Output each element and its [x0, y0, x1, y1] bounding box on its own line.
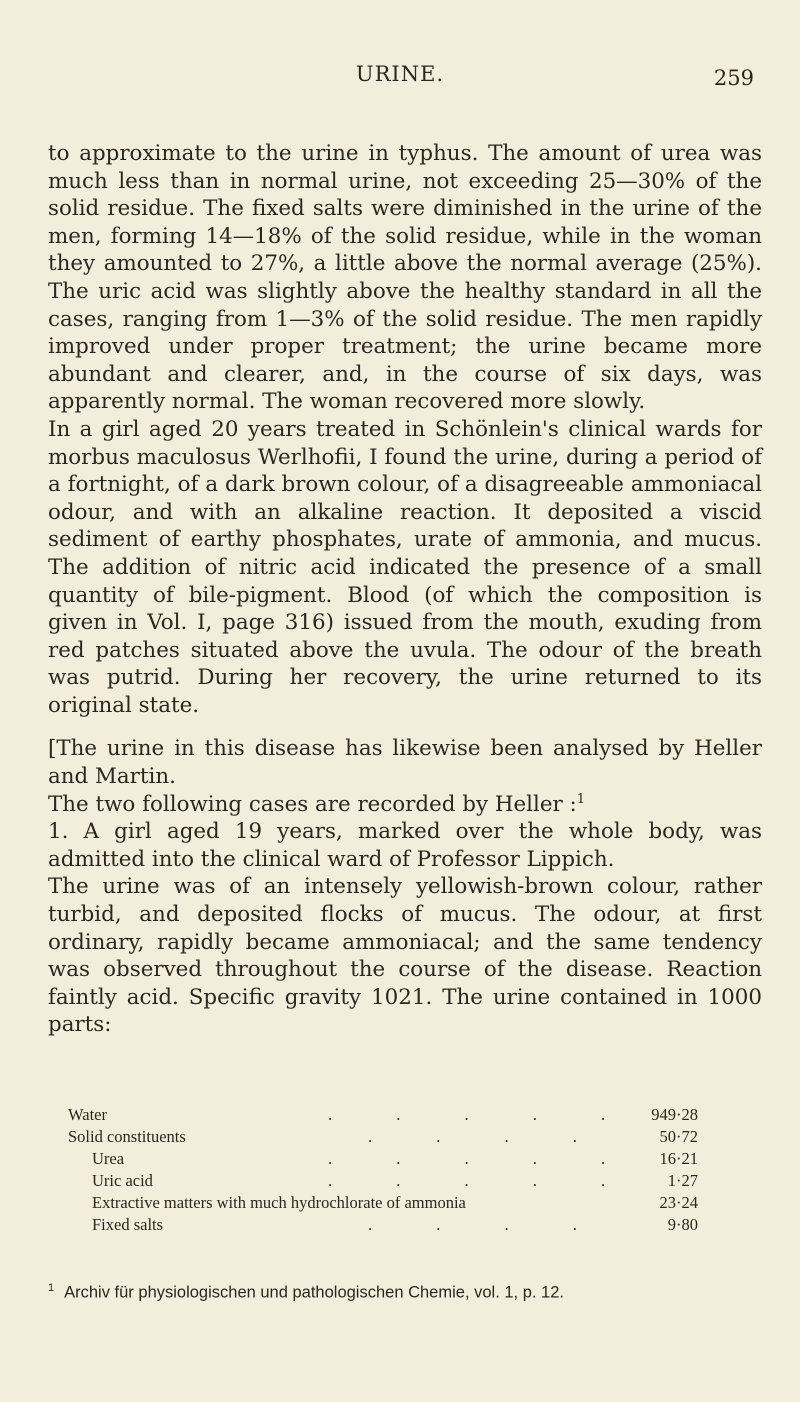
- row-label: Extractive matters with much hydrochlorate of ammonia: [92, 1193, 466, 1212]
- urine-composition-table: [68, 1104, 758, 1236]
- table-row: [68, 1126, 758, 1148]
- paragraph-heller-cases-text: The two following cases are recorded by Heller :: [48, 791, 577, 817]
- paragraph-case-one: 1. A girl aged 19 years, marked over the whole body, was admitted into the clinical ward of Professor Lippich.: [48, 819, 762, 872]
- table-row: [68, 1104, 758, 1126]
- row-label: Water: [68, 1105, 107, 1124]
- row-label: Solid constituents: [68, 1127, 186, 1146]
- row-value: 50·72: [659, 1127, 698, 1146]
- row-leader-dots: . . . . .: [328, 1149, 636, 1168]
- table-row: [68, 1148, 758, 1170]
- row-value: 949·28: [651, 1105, 698, 1124]
- row-leader-dots: . . . . .: [328, 1105, 636, 1124]
- footnote: [48, 1277, 762, 1304]
- paragraph-typhus-comparison: to approximate to the urine in typhus. The amount of urea was much less than in normal urine, not exceeding 25—30% of the solid residue. The fixed salts were diminished in the urine of the men, forming 14—18% of the solid residue, while in the woman they amounted to 27%, a little above the normal average (25%). The uric acid was slightly above the healthy standard in all the cases, ranging from 1—3% of the solid residue. The men rapidly improved under proper treatment; the urine became more abundant and clearer, and, in the course of six days, was apparently normal. The woman recovered more slowly.: [48, 141, 762, 415]
- row-leader-dots: . . . . .: [328, 1171, 636, 1190]
- footnote-reference: 1: [576, 791, 585, 807]
- paragraph-urine-description: The urine was of an intensely yellowish-brown colour, rather turbid, and deposited flocks of mucus. The odour, at first ordinary, rapidly became ammoniacal; and the same tendency was observed throughout the course of the disease. Reaction faintly acid. Specific gravity 1021. The urine contained in 1000 parts:: [48, 874, 762, 1038]
- row-label: Fixed salts: [92, 1215, 164, 1234]
- row-label: Urea: [92, 1149, 125, 1168]
- row-label: Uric acid: [92, 1171, 153, 1190]
- row-value: 9·80: [667, 1215, 698, 1234]
- table-row: [68, 1192, 758, 1214]
- row-leader-dots: . . . .: [368, 1127, 607, 1146]
- table-row: [68, 1170, 758, 1192]
- table-row: [68, 1214, 758, 1236]
- page-number: 259: [713, 66, 754, 90]
- paragraph-morbus-maculosus: In a girl aged 20 years treated in Schönlein's clinical wards for morbus maculosus Werlhofii, I found the urine, during a period of a fortnight, of a dark brown colour, of a disagreeable ammoniacal odour, and with an alkaline reaction. It deposited a viscid sediment of earthy phosphates, urate of ammonia, and mucus. The addition of nitric acid indicated the presence of a small quantity of bile-pigment. Blood (of which the composition is given in Vol. I, page 316) issued from the mouth, exuding from red patches situated above the uvula. The odour of the breath was putrid. During her recovery, the urine returned to its original state.: [48, 416, 762, 718]
- footnote-mark: 1: [48, 1282, 55, 1294]
- row-value: 1·27: [667, 1171, 698, 1190]
- row-value: 16·21: [659, 1149, 698, 1168]
- paragraph-heller-cases: [48, 791, 762, 819]
- footnote-text: Archiv für physiologischen und pathologischen Chemie, vol. 1, p. 12.: [64, 1283, 564, 1302]
- page-header: [0, 62, 800, 92]
- row-value: 23·24: [659, 1193, 698, 1212]
- running-head: URINE.: [355, 62, 445, 86]
- body-text: [48, 140, 762, 1039]
- paragraph-heller-martin: [The urine in this disease has likewise been analysed by Heller and Martin.: [48, 736, 762, 790]
- row-leader-dots: . . . .: [368, 1215, 607, 1234]
